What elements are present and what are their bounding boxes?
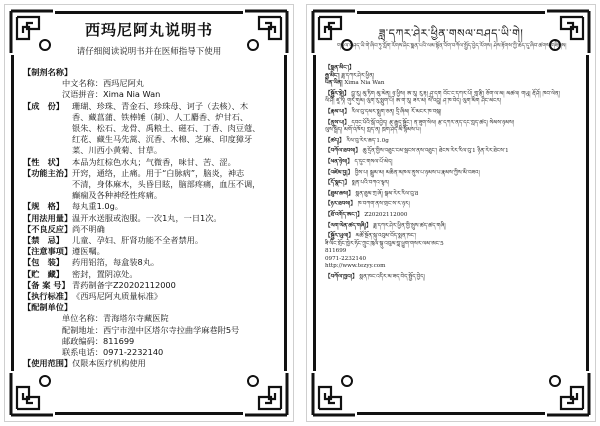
instruction-row [23, 101, 285, 112]
row-label [23, 123, 72, 134]
frame-left-line [11, 55, 14, 371]
tibetan-row-value: http://www.tezyy.com [325, 263, 386, 270]
row-label [23, 145, 72, 156]
instruction-row [23, 235, 285, 246]
tibetan-row-value: ལི་ཤི། ཛཱ་ཏི། གུར་གུམ། ལུག་རུ་སྨུག་པོ། ཨ་ག་རུ། ཟར་མ། སེ་འབྲུ། ཤ་ཁ་བེད། ལུག་མིག ཤིང་མངར། [325, 98, 502, 105]
row-label [23, 190, 72, 201]
row-value: 每丸重1.0g。 [72, 201, 123, 212]
frame-right-line [586, 55, 589, 371]
corner-ornament-bottom-left [311, 371, 357, 417]
row-value: 密封，置阴凉处。 [72, 268, 138, 279]
row-value: 《西玛尼阿丸质量标准》 [72, 291, 163, 302]
instruction-row [23, 358, 285, 369]
instruction-row [23, 67, 285, 78]
tibetan-row-label: 【ཐོ་འགོད་ཨང་།】 [325, 211, 363, 218]
chinese-instruction-page [4, 4, 294, 422]
instruction-row [23, 123, 285, 134]
instruction-row [23, 224, 285, 235]
tibetan-row-label: 【ནུས་པ།】 [325, 119, 350, 126]
tibetan-row-value: ཆུ་དྲོན་གྱིས་འཐུང་ངམ་སྦངས་ནས་འཐུང་། ཐེངས་རེར་རིལ་བུ་1 ཉིན་རེར་ཐེངས་1 [362, 148, 509, 155]
row-value: 红花、藏生马先蒿、沉香、木棉、芝麻、印度獐牙 [72, 134, 253, 145]
row-value: 本品为红棕色水丸；气微香，味甘、苦、涩。 [72, 156, 236, 167]
row-label [23, 112, 72, 123]
tibetan-row-value: Z20202112000 [364, 211, 408, 218]
tibetan-title: ཟླ་དཀར་ཤེར་ཕྱིན་གསལ་བཤད་ཡི་གེ། [378, 27, 524, 40]
corner-ornament-bottom-right [243, 371, 289, 417]
row-value: 811699 [103, 335, 135, 346]
frame-top-line [55, 11, 243, 14]
frame-left-line [313, 55, 316, 371]
row-label: 配制地址： [62, 324, 103, 335]
instruction-row [23, 213, 285, 224]
tibetan-row-label: པིན་ཡིན། [325, 80, 343, 87]
tibetan-row-value: ལུས་སྦྲིད། མགོ་འཁོར། ཀླད་ན། ཁྲག་ཤེད་མི་སྙོམས་པ། [325, 127, 421, 134]
row-value [72, 302, 285, 313]
row-label [23, 134, 72, 145]
row-value: 青药制备字Z20202112000 [72, 279, 176, 290]
tibetan-row [325, 191, 583, 199]
tibetan-row-label: 【སྦྱོར་སྡེ།】 [325, 90, 350, 97]
tibetan-row [325, 233, 583, 241]
row-value [72, 67, 285, 78]
tibetan-row [325, 201, 583, 209]
tibetan-row-value: 0971-2232140 [325, 255, 367, 262]
tibetan-row-label: 【བཀོལ་ཁྱབ།】 [325, 274, 358, 281]
row-label: 【使用范围】 [23, 358, 73, 369]
tibetan-row [325, 274, 583, 282]
frame-bottom-line [357, 412, 545, 415]
instruction-row [23, 201, 285, 212]
tibetan-row [325, 223, 583, 231]
row-value: 遵医嘱。 [72, 246, 105, 257]
tibetan-row [325, 263, 583, 271]
row-value: 0971-2232140 [103, 347, 164, 358]
tibetan-row-value: མཚོ་སྔོན་སྐུ་འབུམ་བོད་སྨན་ཁང་། [355, 233, 417, 240]
tibetan-row [325, 180, 583, 188]
instruction-row [23, 168, 285, 179]
row-label: 【执行标准】 [23, 291, 73, 302]
tibetan-row [325, 65, 583, 73]
row-value: 西宁市湟中区塔尔寺拉曲学麻巷附5号 [103, 324, 240, 335]
tibetan-row-value: ཁ་བཀག་ནས་གྲང་ས་ར་ཉར། [357, 201, 410, 208]
row-value: 癫痫及各种神经性疼痛。 [72, 190, 163, 201]
instruction-row [23, 313, 285, 324]
tibetan-row [325, 127, 583, 135]
row-label: 单位名称： [62, 313, 103, 324]
frame-bottom-line [55, 412, 243, 415]
tibetan-row [325, 256, 583, 264]
row-label: 【贮 藏】 [23, 268, 64, 279]
instruction-row [23, 134, 285, 145]
instruction-row [23, 78, 285, 89]
instruction-row [23, 291, 285, 302]
tibetan-row [325, 148, 583, 156]
instruction-rows [23, 67, 285, 369]
tibetan-row-value: ཟླ་དཀར་ཤེར་ཕྱིན། [341, 72, 375, 79]
instruction-row [23, 325, 285, 336]
tibetan-row-value: བྱུ་རུ། མུ་ཏིག མུ་མེན། ཉ་ཕྱིས། ཨ་རུ། རུ་རྟ། ཤུ་དག བོང་ང་དཀར་པོ། གླ་རྩི། ཅོག་ལ་མ། མཚལ། གཡུ། རྡོ་ཤོ། ཁབ་ལེན། [351, 90, 560, 97]
tibetan-row [325, 170, 583, 178]
tibetan-row-label: 【རྣམ་པ།】 [325, 108, 350, 115]
tibetan-row-value: ད་དུང་གསལ་པོ་མེད། [354, 158, 393, 165]
tibetan-subtitle: གསལ་བཤད་ཡི་གེ་ཞིབ་ཏུ་ཀློག་རོགས་ཤིང་སྨན་པའི་ལམ་སྟོན་འོག་བཀོལ་སྤྱོད་བྱེད་རོགས། ཤེས་རྟོགས་ཀྱི་ཆེད་དུ་ཞིབ་ཚགས་གཟིགས། [337, 43, 567, 49]
row-value: 银朱、松石、龙骨、禹粮土、磁石、丁香、肉豆蔻、 [72, 123, 261, 134]
row-label: 【规 格】 [23, 201, 64, 212]
row-label: 【制剂名称】 [23, 67, 73, 77]
tibetan-row-value: 811699 [325, 248, 347, 255]
instruction-row [23, 190, 285, 201]
tibetan-row-value: ཟི་ལིང་གྲོང་ཁྱེར་ཧོང་ཀྲུང་ཁུལ་སྐུ་འབུམ་བླ་ཕྱུག་གསར་ལམ་ཨང་5 [325, 240, 444, 247]
tibetan-row [325, 159, 583, 167]
tibetan-row-label: 【ཚད།】 [325, 137, 345, 144]
tibetan-row [325, 109, 583, 117]
tibetan-row-value: རིལ་བུ་རེར་ཆད་1.0g [346, 137, 389, 144]
row-label: 联系电话： [62, 347, 103, 358]
row-value: 菜、川西小黄菊、甘草。 [72, 145, 163, 156]
tibetan-row-label: 【ཐུམ་ཆས།】 [325, 190, 354, 197]
row-value: 药用铝箔，每盒装8丸。 [72, 257, 160, 268]
instruction-row [23, 246, 285, 257]
tibetan-row-label: 【དོ་སྣང་།】 [325, 180, 351, 187]
tibetan-row-label: 【ཉར་ཐབས།】 [325, 201, 356, 208]
tibetan-row-label: རྒྱ་མིང་། [325, 72, 340, 79]
row-value: 不清，身体麻木，头昏目眩，脑部疼痛，血压不调， [72, 179, 261, 190]
row-label: 邮政编码： [62, 335, 103, 346]
tibetan-row-value: རིལ་བུ་དམར་སྨུག་ཅན། དྲི་ཞིམ། རོ་མངར་ཁ་བསྐ། [351, 108, 442, 115]
row-label: 【备 案 号】 [23, 279, 70, 290]
row-value: 西玛尼阿丸 [103, 78, 144, 89]
row-label: 【禁 忌】 [23, 235, 64, 246]
instruction-row [23, 336, 285, 347]
instruction-row [23, 112, 285, 123]
tibetan-instruction-rows [325, 65, 583, 282]
tibetan-row [325, 241, 583, 249]
row-value: 珊瑚、珍珠、青金石、珍珠母、诃子（去核）、木 [72, 100, 249, 111]
document-subtitle: 请仔细阅读说明书并在医师指导下使用 [76, 47, 222, 57]
corner-ornament-bottom-right [545, 371, 591, 417]
instruction-row [23, 157, 285, 168]
instruction-row [23, 269, 285, 280]
instruction-row [23, 257, 285, 268]
tibetan-row [325, 98, 583, 106]
tibetan-row-value: ཟླ་དཀར་ཤེར་ཕྱིན་གྱི་སྤུས་ཚད་ཚད་གཞི། [373, 222, 446, 229]
tibetan-row [325, 80, 583, 88]
tibetan-row-value: སྨན་ཁང་འདིར་མ་ཟད་བེད་སྤྱོད་བྱེད། [359, 274, 425, 281]
instruction-row [23, 280, 285, 291]
tibetan-row-value: སྨན་པའི་བཀའ་ལྟར། [351, 180, 390, 187]
instruction-row [23, 89, 285, 100]
instruction-row [23, 347, 285, 358]
row-value: 开窍，通络，止痛。用于“白脉病”，脑炎，神志 [72, 167, 245, 178]
row-label: 【不良反应】 [23, 223, 73, 234]
row-label: 【功能主治】 [23, 167, 73, 178]
document-title: 西玛尼阿丸说明书 [84, 21, 213, 39]
row-label: 中文名称： [62, 78, 103, 89]
row-label: 【配制单位】 [23, 302, 73, 313]
row-label: 汉语拼音： [62, 89, 103, 100]
row-value: 青海塔尔寺藏医院 [103, 313, 169, 324]
tibetan-row-label: 【བཀོལ་ཐབས།】 [325, 148, 361, 155]
row-value: Xima Nia Wan [103, 89, 161, 100]
tibetan-instruction-page [306, 4, 596, 422]
tibetan-row-label: 【སྨན་མིང་།】 [325, 65, 355, 71]
tibetan-row-label: 【ཕན་ཉེས།】 [325, 158, 353, 165]
row-value: 仅限本医疗机构使用 [72, 358, 146, 369]
row-label [23, 179, 72, 190]
tibetan-row-value: Xima Nia Wan [344, 80, 385, 87]
tibetan-row [325, 248, 583, 256]
tibetan-row-value: བྱིས་པ། སྦྲུམ་མ། མཆིན་མཁལ་ནུས་པ་ཉམས་པ་རྣམས་ཀྱིས་མི་བཟའ། [354, 169, 480, 176]
tibetan-row-label: 【སྦྱོར་ཡུལ།】 [325, 233, 354, 240]
tibetan-row-value: སྨན་ཐུམ་ཀྲ་ཞོ། སྒམ་རེར་རིལ་བུ་8 [355, 190, 419, 197]
row-label: 【注意事项】 [23, 246, 73, 257]
tibetan-row-label: 【འཛེམ་བྱ།】 [325, 169, 354, 176]
row-value: 温开水送服或泡服。一次1丸，一日1次。 [72, 212, 222, 223]
frame-top-line [357, 11, 545, 14]
tibetan-row [325, 212, 583, 220]
instruction-row [23, 145, 285, 156]
row-value: 香、藏菖蒲、铁棒锤（制）、人工麝香、炉甘石、 [72, 111, 249, 122]
row-label: 【性 状】 [23, 156, 64, 167]
row-value: 儿童、孕妇、肝肾功能不全者禁用。 [72, 235, 204, 246]
row-value: 尚不明确 [72, 223, 105, 234]
instruction-row [23, 179, 285, 190]
row-label: 【包 装】 [23, 257, 64, 268]
tibetan-row-label: 【ལག་ལེན་ཚད་གཞི།】 [325, 222, 372, 229]
row-label: 【成 份】 [23, 100, 64, 111]
tibetan-row [325, 138, 583, 146]
instruction-row [23, 302, 285, 313]
row-label: 【用法用量】 [23, 212, 73, 223]
tibetan-row-value: དབང་པོའི་སྒོ་འབྱེད། རྩ་རྒྱུད་སྦྱོང་། ན་ཟུག་སེལ། རྩ་དཀར་ནད་དང་ཀླད་ཚད། སེམས་ཉམས། [351, 119, 515, 126]
corner-ornament-bottom-left [9, 371, 55, 417]
